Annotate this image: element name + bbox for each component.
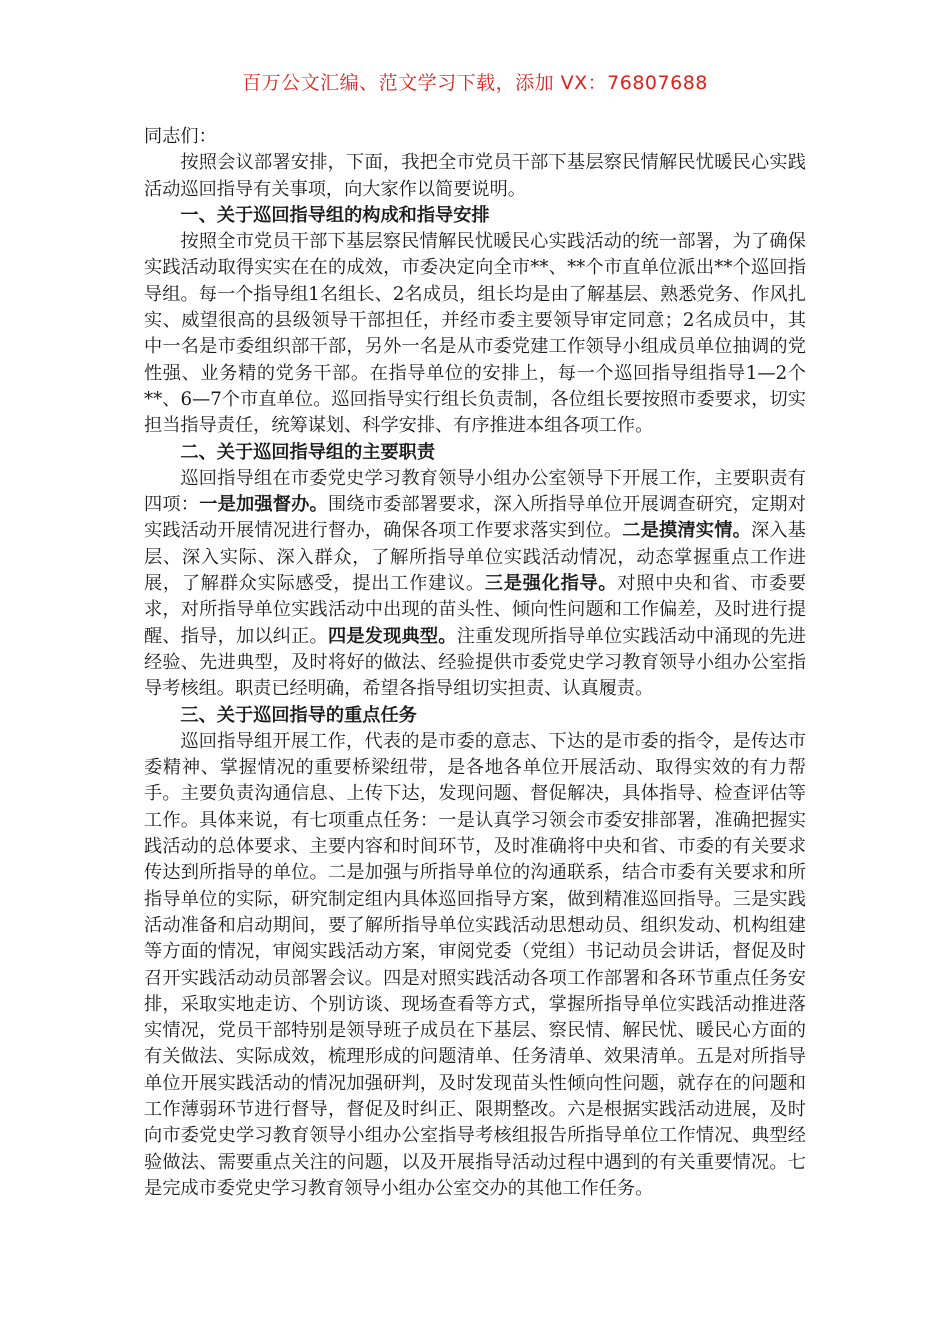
duty-3-text: 对照中央和省、市委要求，对所指导单位实践活动中出现的苗头性、倾向性问题和工作偏差，及时进行提醒、指导，加以纠正。 xyxy=(144,573,806,647)
duty-1-text: 围绕市委部署要求，深入所指导单位开展调查研究，定期对实践活动开展情况进行督办，确保各项工作要求落实到位。 xyxy=(144,494,806,542)
section-1-paragraph: 按照全市党员干部下基层察民情解民忧暖民心实践活动的统一部署，为了确保实践活动取得实实在在的成效，市委决定向全市**、**个市直单位派出**个巡回指导组。每一个指导组1名组长、2名成员，组长均是由了解基层、熟悉党务、作风扎实、威望很高的县级领导干部担任，并经市委主要领导审定同意；2名成员中，其中一名是市委组织部干部，另外一名是从市委党建工作领导小组成员单位抽调的党性强、业务精的党务干部。在指导单位的安排上，每一个巡回指导组指导1—2个**、6—7个市直单位。巡回指导实行组长负责制，各位组长要按照市委要求，切实担当指导责任，统筹谋划、科学安排、有序推进本组各项工作。 xyxy=(144,231,806,437)
duties-lead: 巡回指导组在市委党史学习教育领导小组办公室领导下开展工作，主要职责有四项： xyxy=(144,467,806,516)
duty-1-title: 一是加强督办。 xyxy=(199,494,328,516)
section-2-paragraph xyxy=(144,466,806,703)
section-1-heading: 一、关于巡回指导组的构成和指导安排 xyxy=(180,204,490,226)
section-3-heading: 三、关于巡回指导的重点任务 xyxy=(180,704,417,726)
salutation: 同志们： xyxy=(144,126,217,147)
duty-4-title: 四是发现典型。 xyxy=(327,625,457,647)
section-2-heading: 二、关于巡回指导组的主要职责 xyxy=(180,441,436,463)
promo-banner: 百万公文汇编、范文学习下载，添加 VX：76807688 xyxy=(242,72,708,94)
duty-4-text: 注重发现所指导单位实践活动中涌现的先进经验、先进典型，及时将好的做法、经验提供市委党史学习教育领导小组办公室指导考核组。职责已经明确，希望各指导组切实担责、认真履责。 xyxy=(144,625,806,700)
section-3-paragraph: 巡回指导组开展工作，代表的是市委的意志、下达的是市委的指令，是传达市委精神、掌握情况的重要桥梁纽带，是各地各单位开展活动、取得实效的有力帮手。主要负责沟通信息、上传下达，发现问题、督促解决，具体指导、检查评估等工作。具体来说，有七项重点任务：一是认真学习领会市委安排部署，准确把握实践活动的总体要求、主要内容和时间环节，及时准确将中央和省、市委的有关要求传达到所指导的单位。二是加强与所指导单位的沟通联系，结合市委有关要求和所指导单位的实际，研究制定组内具体巡回指导方案，做到精准巡回指导。三是实践活动准备和启动期间，要了解所指导单位实践活动思想动员、组织发动、机构组建等方面的情况，审阅实践活动方案，审阅党委（党组）书记动员会讲话，督促及时召开实践活动动员部署会议。四是对照实践活动各项工作部署和各环节重点任务安排，采取实地走访、个别访谈、现场查看等方式，掌握所指导单位实践活动推进落实情况，党员干部特别是领导班子成员在下基层、察民情、解民忧、暖民心方面的有关做法、实际成效，梳理形成的问题清单、任务清单、效果清单。五是对所指导单位开展实践活动的情况加强研判，及时发现苗头性倾向性问题，就存在的问题和工作薄弱环节进行督导，督促及时纠正、限期整改。六是根据实践活动进展，及时向市委党史学习教育领导小组办公室指导考核组报告所指导单位工作情况、典型经验做法、需要重点关注的问题，以及开展指导活动过程中遇到的有关重要情况。七是完成市委党史学习教育领导小组办公室交办的其他工作任务。 xyxy=(144,730,806,1199)
duty-3-title: 三是强化指导。 xyxy=(484,573,618,595)
intro-paragraph: 按照会议部署安排，下面，我把全市党员干部下基层察民情解民忧暖民心实践活动巡回指导有关事项，向大家作以简要说明。 xyxy=(144,152,806,200)
document-body xyxy=(144,124,806,1202)
duty-2-text: 深入基层、深入实际、深入群众，了解所指导单位实践活动情况，动态掌握重点工作进展，了解群众实际感受，提出工作建议。 xyxy=(144,520,806,595)
duty-2-title: 二是摸清实情。 xyxy=(622,520,751,542)
